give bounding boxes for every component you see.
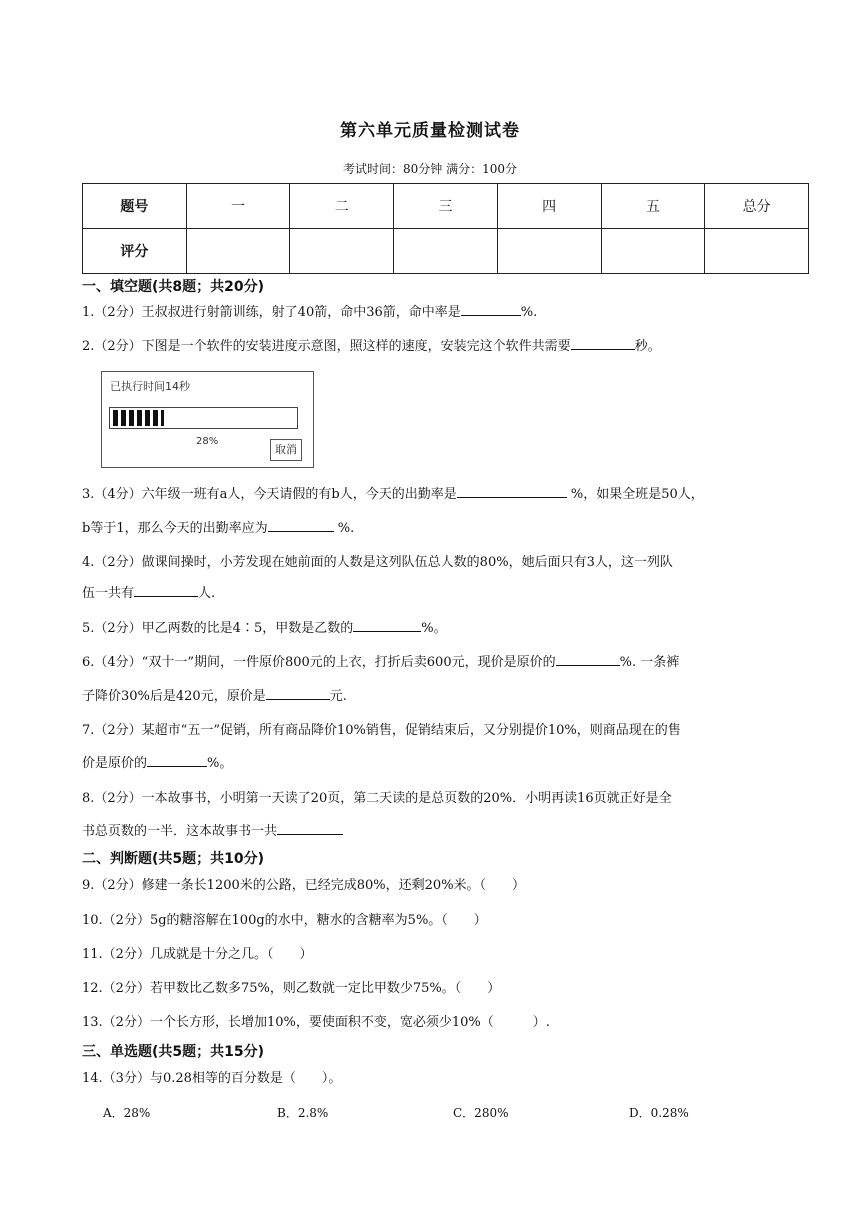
question-text: 价是原价的 <box>82 756 148 771</box>
score-cell: 五 <box>601 184 705 229</box>
answer-blank <box>134 582 198 597</box>
progress-bar-fill <box>113 410 164 426</box>
score-cell: 一 <box>186 184 290 229</box>
score-cell: 三 <box>394 184 498 229</box>
question-13: 13.（2分）一个长方形，长增加10%，要使面积不变，宽必须少10%（ ）. <box>82 1015 550 1030</box>
question-text: 3.（4分）六年级一班有a人，今天请假的有b人，今天的出勤率是 <box>82 487 457 502</box>
install-progress-figure <box>101 371 314 468</box>
answer-blank <box>556 651 620 666</box>
question-text: %。 <box>421 621 447 636</box>
question-text: 4.（2分）做课间操时，小芳发现在她前面的人数是这列队伍总人数的80%，她后面只有3人，这一列队 <box>82 555 673 570</box>
exam-info: 考试时间：80分钟 满分：100分 <box>343 162 517 176</box>
score-entry-cell <box>705 229 809 274</box>
answer-blank <box>147 752 207 767</box>
progress-bar <box>109 407 298 429</box>
score-cell: 四 <box>497 184 601 229</box>
section-heading-true-false: 二、判断题(共5题；共10分) <box>82 851 265 867</box>
question-4 <box>82 549 812 576</box>
question-7 <box>82 717 812 744</box>
question-8-cont <box>82 818 812 845</box>
question-4-cont <box>82 580 812 607</box>
score-cell-label: 评分 <box>83 229 187 274</box>
question-1 <box>82 299 812 326</box>
option-d: D．0.28% <box>629 1106 689 1120</box>
score-entry-cell <box>186 229 290 274</box>
score-entry-cell <box>497 229 601 274</box>
question-text: %. 一条裤 <box>619 655 680 670</box>
score-table-score-row <box>83 229 809 274</box>
question-text: 秒。 <box>634 339 661 354</box>
section-heading-single-choice: 三、单选题(共5题；共15分) <box>82 1044 265 1060</box>
answer-blank <box>268 517 334 532</box>
score-entry-cell <box>290 229 394 274</box>
score-table-header-row <box>83 184 809 229</box>
answer-blank <box>457 483 567 498</box>
question-5 <box>82 615 812 642</box>
question-6-cont <box>82 683 812 710</box>
question-2 <box>82 333 812 360</box>
question-text: 2.（2分）下图是一个软件的安装进度示意图，照这样的速度，安装完这个软件共需要 <box>82 339 571 354</box>
question-6 <box>82 649 812 676</box>
cancel-button: 取消 <box>270 439 302 461</box>
question-8 <box>82 785 812 812</box>
question-3 <box>82 481 812 508</box>
question-text: 6.（4分）“双十一”期间，一件原价800元的上衣，打折后卖600元，现价是原价的 <box>82 655 556 670</box>
question-text: 8.（2分）一本故事书，小明第一天读了20页，第二天读的是总页数的20%．小明再读16页就正好是全 <box>82 791 672 806</box>
score-entry-cell <box>601 229 705 274</box>
option-b: B．2.8% <box>277 1106 329 1120</box>
answer-blank <box>266 685 330 700</box>
elapsed-time-label: 已执行时间14秒 <box>110 380 190 393</box>
question-9: 9.（2分）修建一条长1200米的公路，已经完成80%，还剩20%米。（ ） <box>82 878 526 893</box>
question-12: 12.（2分）若甲数比乙数多75%，则乙数就一定比甲数少75%。（ ） <box>82 981 501 996</box>
question-text: 元. <box>329 689 347 704</box>
score-table <box>82 183 809 274</box>
option-a: A．28% <box>103 1106 151 1120</box>
page-title: 第六单元质量检测试卷 <box>340 121 520 141</box>
question-text: 7.（2分）某超市“五一”促销，所有商品降价10%销售，促销结束后，又分别提价10%，则商品现在的售 <box>82 723 681 738</box>
question-text: %. <box>520 305 538 320</box>
answer-blank <box>277 820 343 835</box>
question-text: b等于1，那么今天的出勤率应为 <box>82 521 268 536</box>
question-7-cont <box>82 750 812 777</box>
question-text: 书总页数的一半．这本故事书一共 <box>82 824 278 839</box>
option-c: C．280% <box>453 1106 509 1120</box>
progress-percent-label: 28% <box>196 436 219 447</box>
answer-blank <box>461 301 521 316</box>
question-text: 伍一共有 <box>82 586 135 601</box>
score-cell-label: 题号 <box>83 184 187 229</box>
question-text: 人. <box>198 586 216 601</box>
score-entry-cell <box>394 229 498 274</box>
question-text: 子降价30%后是420元，原价是 <box>82 689 266 704</box>
question-text: %，如果全班是50人， <box>566 487 704 502</box>
question-3-cont <box>82 515 812 542</box>
score-cell: 二 <box>290 184 394 229</box>
answer-blank <box>353 617 421 632</box>
score-cell: 总分 <box>705 184 809 229</box>
question-text: %. <box>333 521 355 536</box>
question-14: 14.（3分）与0.28相等的百分数是（ ）。 <box>82 1071 342 1086</box>
answer-blank <box>571 335 635 350</box>
question-text: 5.（2分）甲乙两数的比是4∶5，甲数是乙数的 <box>82 621 354 636</box>
section-heading-fill-blank: 一、填空题(共8题；共20分) <box>82 279 265 295</box>
question-10: 10.（2分）5g的糖溶解在100g的水中，糖水的含糖率为5%。（ ） <box>82 913 487 928</box>
question-text: 1.（2分）王叔叔进行射箭训练，射了40箭，命中36箭，命中率是 <box>82 305 461 320</box>
question-text: %。 <box>207 756 233 771</box>
question-11: 11.（2分）几成就是十分之几。（ ） <box>82 947 313 962</box>
